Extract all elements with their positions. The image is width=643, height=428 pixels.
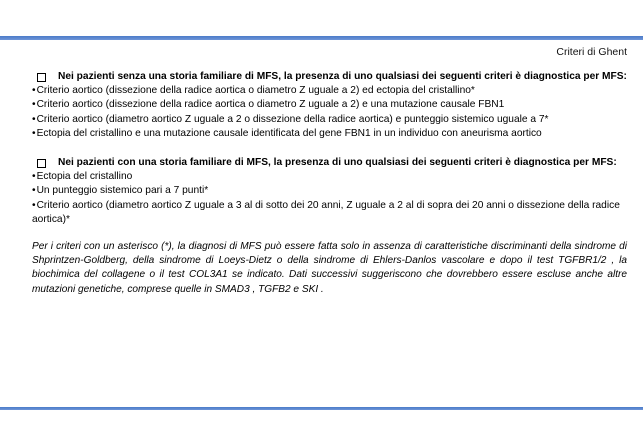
criteria-section-family-history xyxy=(32,156,627,227)
section-heading xyxy=(37,156,627,170)
criterion-item: • Criterio aortico (dissezione della radice aortica o diametro Z uguale a 2) ed ectopia del cristallino* xyxy=(32,84,627,98)
criterion-item: • Un punteggio sistemico pari a 7 punti* xyxy=(32,184,627,198)
header-divider xyxy=(0,36,643,40)
criterion-item: • Criterio aortico (diametro aortico Z uguale a 2 o dissezione della radice aortica) e punteggio sistemico uguale a 7* xyxy=(32,113,627,127)
criteria-list xyxy=(32,84,627,141)
checkbox-bullet-icon xyxy=(37,73,46,82)
criteria-list xyxy=(32,170,627,227)
footer-divider xyxy=(0,407,643,410)
slide-content xyxy=(32,70,627,307)
criterion-item: • Ectopia del cristallino e una mutazione causale identificata del gene FBN1 in un individuo con aneurisma aortico xyxy=(32,127,627,141)
criterion-item: • Ectopia del cristallino xyxy=(32,170,627,184)
criterion-item: • Criterio aortico (diametro aortico Z uguale a 3 al di sotto dei 20 anni, Z uguale a 2 al di sopra dei 20 anni o dissezione della radice aortica)* xyxy=(32,199,627,227)
section-heading-text: Nei pazienti senza una storia familiare di MFS, la presenza di uno qualsiasi dei seguenti criteri è diagnostica per MFS: xyxy=(58,71,627,82)
section-heading-text: Nei pazienti con una storia familiare di MFS, la presenza di uno qualsiasi dei seguenti criteri è diagnostica per MFS: xyxy=(58,157,617,169)
slide-title: Criteri di Ghent xyxy=(556,46,627,58)
criterion-item: • Criterio aortico (dissezione della radice aortica o diametro Z uguale a 2) e una mutazione causale FBN1 xyxy=(32,98,627,112)
criteria-section-no-family-history xyxy=(32,70,627,141)
footnote: Per i criteri con un asterisco (*), la diagnosi di MFS può essere fatta solo in assenza di caratteristiche discriminanti della sindrome di Shprintzen-Goldberg, della sindrome di Loeys-Dietz o della sindrome di Ehlers-Danlos vascolare e dopo il test TGFBR1/2 , la biochimica del collagene o il test COL3A1 se indicato. Dati successivi suggeriscono che dovrebbero essere escluse anche altre mutazioni genetiche, comprese quelle in SMAD3 , TGFB2 e SKI . xyxy=(32,241,627,295)
checkbox-bullet-icon xyxy=(37,159,46,168)
section-heading xyxy=(37,70,627,84)
